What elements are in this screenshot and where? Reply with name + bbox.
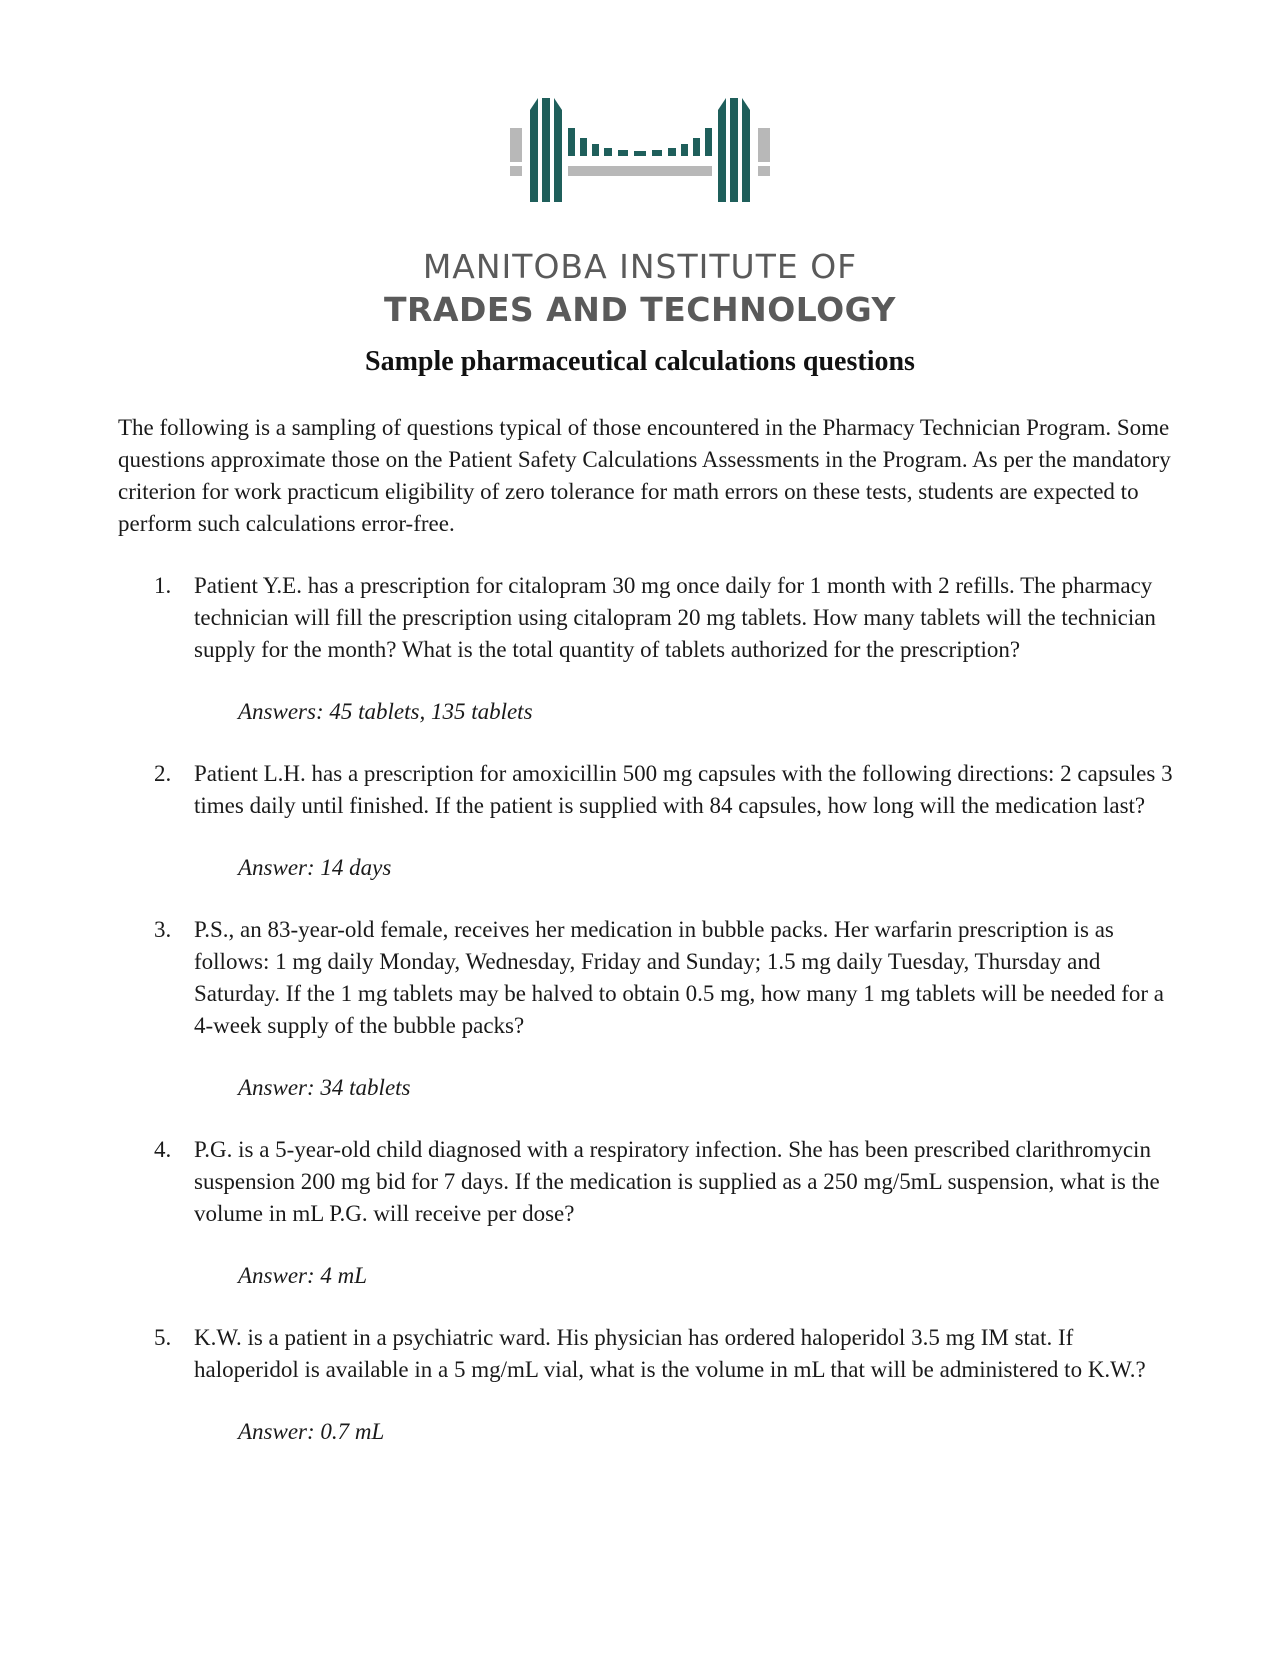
question-number: 3. — [154, 917, 172, 942]
question-item — [118, 1322, 1178, 1448]
document-title: Sample pharmaceutical calculations questions — [365, 346, 915, 377]
question-number: 2. — [154, 761, 172, 786]
question-number: 5. — [154, 1325, 172, 1350]
organization-name-line1: MANITOBA INSTITUTE OF — [422, 247, 858, 286]
intro-paragraph: The following is a sampling of questions typical of those encountered in the Pharmacy Technician Program. Some questions approximate those on the Patient Safety Calculations Assessments in the Program. As per the mandatory criterion for work practicum eligibility of zero tolerance for math errors on these tests, students are expected to perform such calculations error-free. — [118, 415, 1171, 536]
question-text: Patient Y.E. has a prescription for citalopram 30 mg once daily for 1 month with 2 refills. The pharmacy technician will fill the prescription using citalopram 20 mg tablets. How many tablets will the technician supply for the month? What is the total quantity of tablets authorized for the prescription? — [194, 573, 1156, 662]
question-answer: Answer: 4 mL — [238, 1263, 368, 1288]
question-answer: Answers: 45 tablets, 135 tablets — [238, 699, 533, 724]
question-answer: Answer: 0.7 mL — [238, 1419, 385, 1444]
question-item — [118, 570, 1178, 728]
question-number: 1. — [154, 573, 172, 598]
question-list — [118, 570, 1178, 1478]
question-answer: Answer: 14 days — [238, 855, 392, 880]
organization-name-line2: TRADES AND TECHNOLOGY — [384, 290, 896, 329]
question-text: P.G. is a 5-year-old child diagnosed with a respiratory infection. She has been prescribed clarithromycin suspension 200 mg bid for 7 days. If the medication is supplied as a 250 mg/5mL suspension, what is the volume in mL P.G. will receive per dose? — [194, 1137, 1160, 1226]
bridge-logo-icon — [0, 98, 1280, 218]
question-text: P.S., an 83-year-old female, receives her medication in bubble packs. Her warfarin prescription is as follows: 1 mg daily Monday, Wednesday, Friday and Sunday; 1.5 mg daily Tuesday, Thursday and Saturday. If the 1 mg tablets may be halved to obtain 0.5 mg, how many 1 mg tablets will be needed for a 4-week supply of the bubble packs? — [194, 917, 1165, 1038]
question-item — [118, 758, 1178, 884]
question-item — [118, 914, 1178, 1104]
question-answer: Answer: 34 tablets — [238, 1075, 411, 1100]
question-text: K.W. is a patient in a psychiatric ward. His physician has ordered haloperidol 3.5 mg IM stat. If haloperidol is available in a 5 mg/mL vial, what is the volume in mL that will be administered to K.W.? — [194, 1325, 1146, 1382]
question-item — [118, 1134, 1178, 1292]
question-text: Patient L.H. has a prescription for amoxicillin 500 mg capsules with the following directions: 2 capsules 3 times daily until finished. If the patient is supplied with 84 capsules, how long will the medication last? — [194, 761, 1173, 818]
question-number: 4. — [154, 1137, 172, 1162]
